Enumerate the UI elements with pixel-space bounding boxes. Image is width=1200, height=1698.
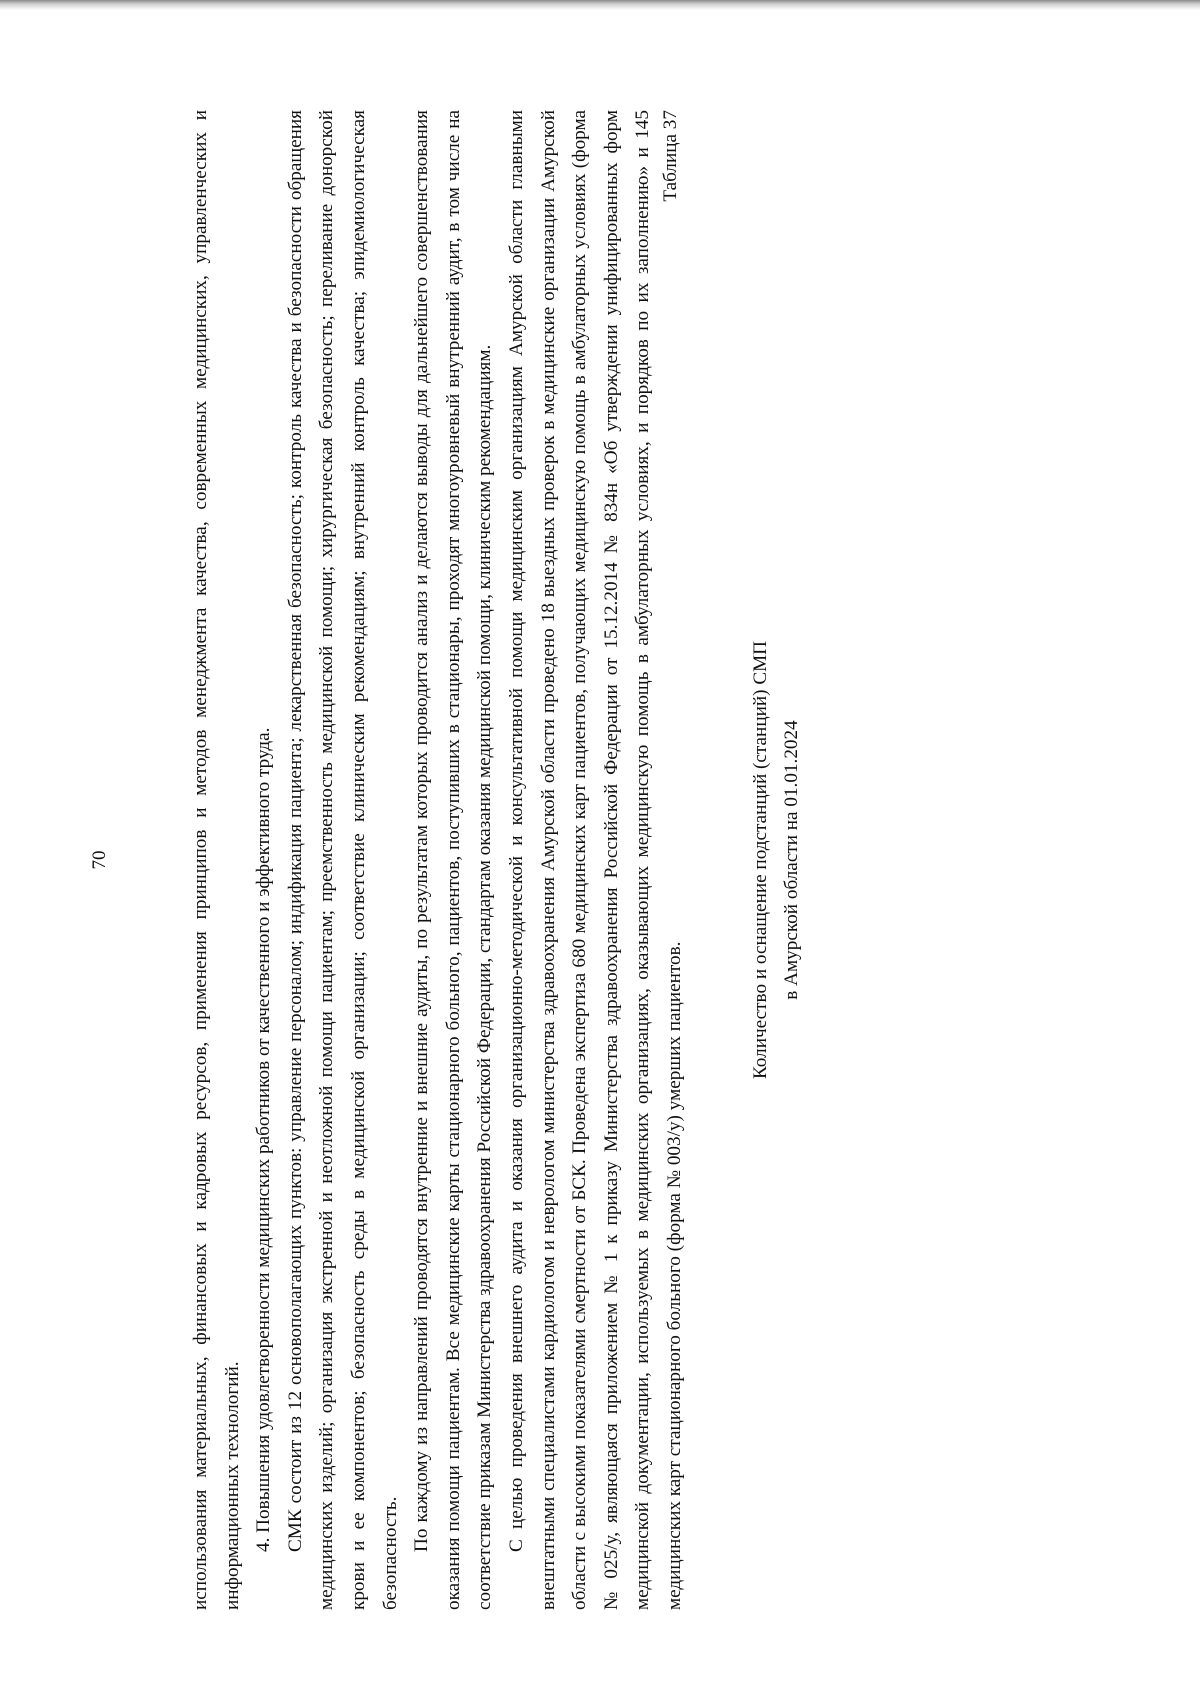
paragraph-3: СМК состоит из 12 основополагающих пунктов: управление персоналом; индификация пациента; лекарственная безопасность; контроль качества и безопасности обращения медицинских изделий; организация экстренной и неотложной помощи пациентам; преемственность медицинской помощи; хирургическая безопасность; переливание донорской крови и ее компонентов; безопасность среды в медицинской организации; соответствие клиническим рекомендациям; внутренний контроль качества; эпидемиологическая безопасность. — [284, 110, 401, 1610]
table-title-line-2: в Амурской области на 01.01.2024 — [781, 720, 802, 1000]
table-title — [745, 110, 807, 1610]
body-text — [185, 110, 691, 1610]
scan-top-edge — [0, 0, 1200, 10]
rotated-document-page — [89, 110, 1015, 1610]
table-title-line-1: Количество и оснащение подстанций (станций) СМП — [750, 640, 771, 1080]
paragraph-1: использования материальных, финансовых и кадровых ресурсов, применения принципов и методов менеджмента качества, современных медицинских, управленческих и информационных технологий. — [190, 110, 243, 1610]
page-number: 70 — [89, 850, 110, 870]
paragraph-5: С целью проведения внешнего аудита и оказания организационно-методической и консультативной помощи медицинским организациям Амурской области главными внештатными специалистами кардиологом и неврологом министерства здравоохранения Амурской области проведено 18 выездных проверок в медицинские организации Амурской области с высокими показателями смертности от БСК. Проведена экспертиза 680 медицинских карт пациентов, получающих медицинскую помощь в амбулаторных условиях (форма № 025/у, являющаяся приложением № 1 к приказу Министерства здравоохранения Российской Федерации от 15.12.2014 № 834н «Об утверждении унифицированных форм медицинской документации, используемых в медицинских организациях, оказывающих медицинскую помощь в амбулаторных условиях, и порядков по их заполнению» и 145 медицинских карт стационарного больного (форма № 003/у) умерших пациентов. — [505, 110, 685, 1610]
paragraph-4: По каждому из направлений проводятся внутренние и внешние аудиты, по результатам которых проводится анализ и делаются выводы для дальнейшего совершенствования оказания помощи пациентам. Все медицинские карты стационарного больного, пациентов, поступивших в стационары, проходят многоуровневый внутренний аудит, в том числе на соответствие приказам Министерства здравоохранения Российской Федерации, стандартам оказания медицинской помощи, клиническим рекомендациям. — [411, 110, 496, 1610]
paragraph-2: 4. Повышения удовлетворенности медицинских работников от качественного и эффективного труда. — [253, 727, 275, 1552]
table-caption: Таблица 37 — [660, 110, 681, 202]
